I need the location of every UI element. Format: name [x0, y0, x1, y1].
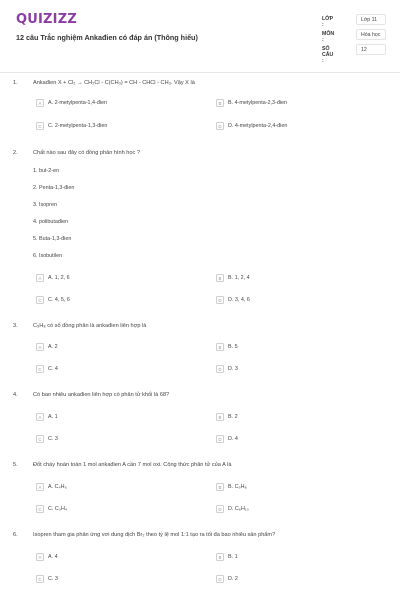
- option-text: C. 3: [48, 576, 58, 582]
- option-text: D. C₆H₁₀: [228, 506, 249, 512]
- question-number: 5.: [13, 462, 18, 468]
- option-letter-box: C: [36, 505, 44, 513]
- option-text: D. 4-metylpenta-2,4-đien: [228, 123, 288, 129]
- question-number: 4.: [13, 392, 18, 398]
- option-text: C. 2-metylpenta-1,3-đien: [48, 123, 108, 129]
- option-text: A. 4: [48, 554, 58, 560]
- sub-item: 2. Penta-1,3-đien: [33, 185, 75, 191]
- option-letter-box: B: [216, 553, 224, 561]
- option-text: A. 2-metylpenta-1,4-đien: [48, 100, 108, 106]
- option-letter-box: A: [36, 483, 44, 491]
- option-text: B. 2: [228, 414, 238, 420]
- option-text: B. 5: [228, 344, 238, 350]
- question-text: Isopren tham gia phản ứng vơi dung dịch Br₂ theo tỷ lệ mol 1:1 tạo ra tối đa bao nhiêu sản phẩm?: [33, 532, 276, 538]
- sub-item: 4. polibutađien: [33, 219, 69, 225]
- meta-subject-value: Hóa học: [356, 29, 386, 40]
- option-letter-box: D: [216, 505, 224, 513]
- option-letter-box: A: [36, 343, 44, 351]
- option-text: C. 4, 5, 6: [48, 297, 70, 303]
- sub-item: 5. Buta-1,3-đien: [33, 236, 72, 242]
- option-text: D. 4: [228, 436, 238, 442]
- meta-count-value: 12: [356, 44, 386, 55]
- option-text: C. C₃H₄: [48, 506, 68, 512]
- quizizz-logo: QUIZIZZ: [16, 12, 77, 27]
- option-text: A. C₄H₆: [48, 484, 67, 490]
- option-letter-box: C: [36, 435, 44, 443]
- meta-subject-label: MÔN :: [322, 31, 335, 43]
- worksheet-title: 12 câu Trắc nghiệm Ankađien có đáp án (Thông hiểu): [16, 33, 198, 42]
- option-text: B. 1, 2, 4: [228, 275, 250, 281]
- meta-grade-value: Lớp 11: [356, 14, 386, 25]
- option-letter-box: A: [36, 99, 44, 107]
- option-text: D. 3: [228, 366, 238, 372]
- question-number: 2.: [13, 150, 18, 156]
- option-letter-box: D: [216, 296, 224, 304]
- option-letter-box: C: [36, 296, 44, 304]
- option-letter-box: D: [216, 435, 224, 443]
- option-letter-box: A: [36, 274, 44, 282]
- option-text: C. 3: [48, 436, 58, 442]
- question-number: 3.: [13, 323, 18, 329]
- sub-item: 6. Isobutilen: [33, 253, 63, 259]
- question-text: Ankađien X + Cl₂ → CH₂Cl - C(CH₃) = CH - CHCl - CH₃. Vậy X là: [33, 80, 195, 86]
- option-text: B. 1: [228, 554, 238, 560]
- question-text: C₅H₈ có số đồng phân là ankađien liên hợp là: [33, 323, 147, 329]
- option-letter-box: A: [36, 553, 44, 561]
- option-letter-box: D: [216, 575, 224, 583]
- option-letter-box: B: [216, 413, 224, 421]
- question-text: Chất nào sau đây có đồng phân hình học ?: [33, 150, 140, 156]
- option-text: A. 2: [48, 344, 58, 350]
- option-letter-box: D: [216, 122, 224, 130]
- question-number: 6.: [13, 532, 18, 538]
- option-text: D. 2: [228, 576, 238, 582]
- option-text: C. 4: [48, 366, 58, 372]
- meta-grade-label: LỚP :: [322, 16, 333, 28]
- question-number: 1.: [13, 80, 18, 86]
- option-letter-box: C: [36, 122, 44, 130]
- question-text: Có bao nhiêu ankađien liên hợp có phân tử khối là 68?: [33, 392, 170, 398]
- option-letter-box: C: [36, 365, 44, 373]
- option-letter-box: B: [216, 274, 224, 282]
- option-text: A. 1: [48, 414, 58, 420]
- option-text: B. C₅H₈: [228, 484, 247, 490]
- option-letter-box: B: [216, 99, 224, 107]
- worksheet-header: [0, 0, 400, 73]
- option-text: B. 4-metylpenta-2,3-đien: [228, 100, 288, 106]
- option-letter-box: C: [36, 575, 44, 583]
- option-letter-box: B: [216, 483, 224, 491]
- sub-item: 3. Isopren: [33, 202, 57, 208]
- question-text: Đốt cháy hoàn toàn 1 mol ankađien A cần 7 mol oxi. Công thức phân tử của A là: [33, 462, 232, 468]
- sub-item: 1. but-2-en: [33, 168, 60, 174]
- option-letter-box: B: [216, 343, 224, 351]
- option-text: A. 1, 2, 6: [48, 275, 70, 281]
- option-letter-box: D: [216, 365, 224, 373]
- option-letter-box: A: [36, 413, 44, 421]
- option-text: D. 3, 4, 6: [228, 297, 250, 303]
- meta-count-label: SỐ CÂU :: [322, 46, 334, 64]
